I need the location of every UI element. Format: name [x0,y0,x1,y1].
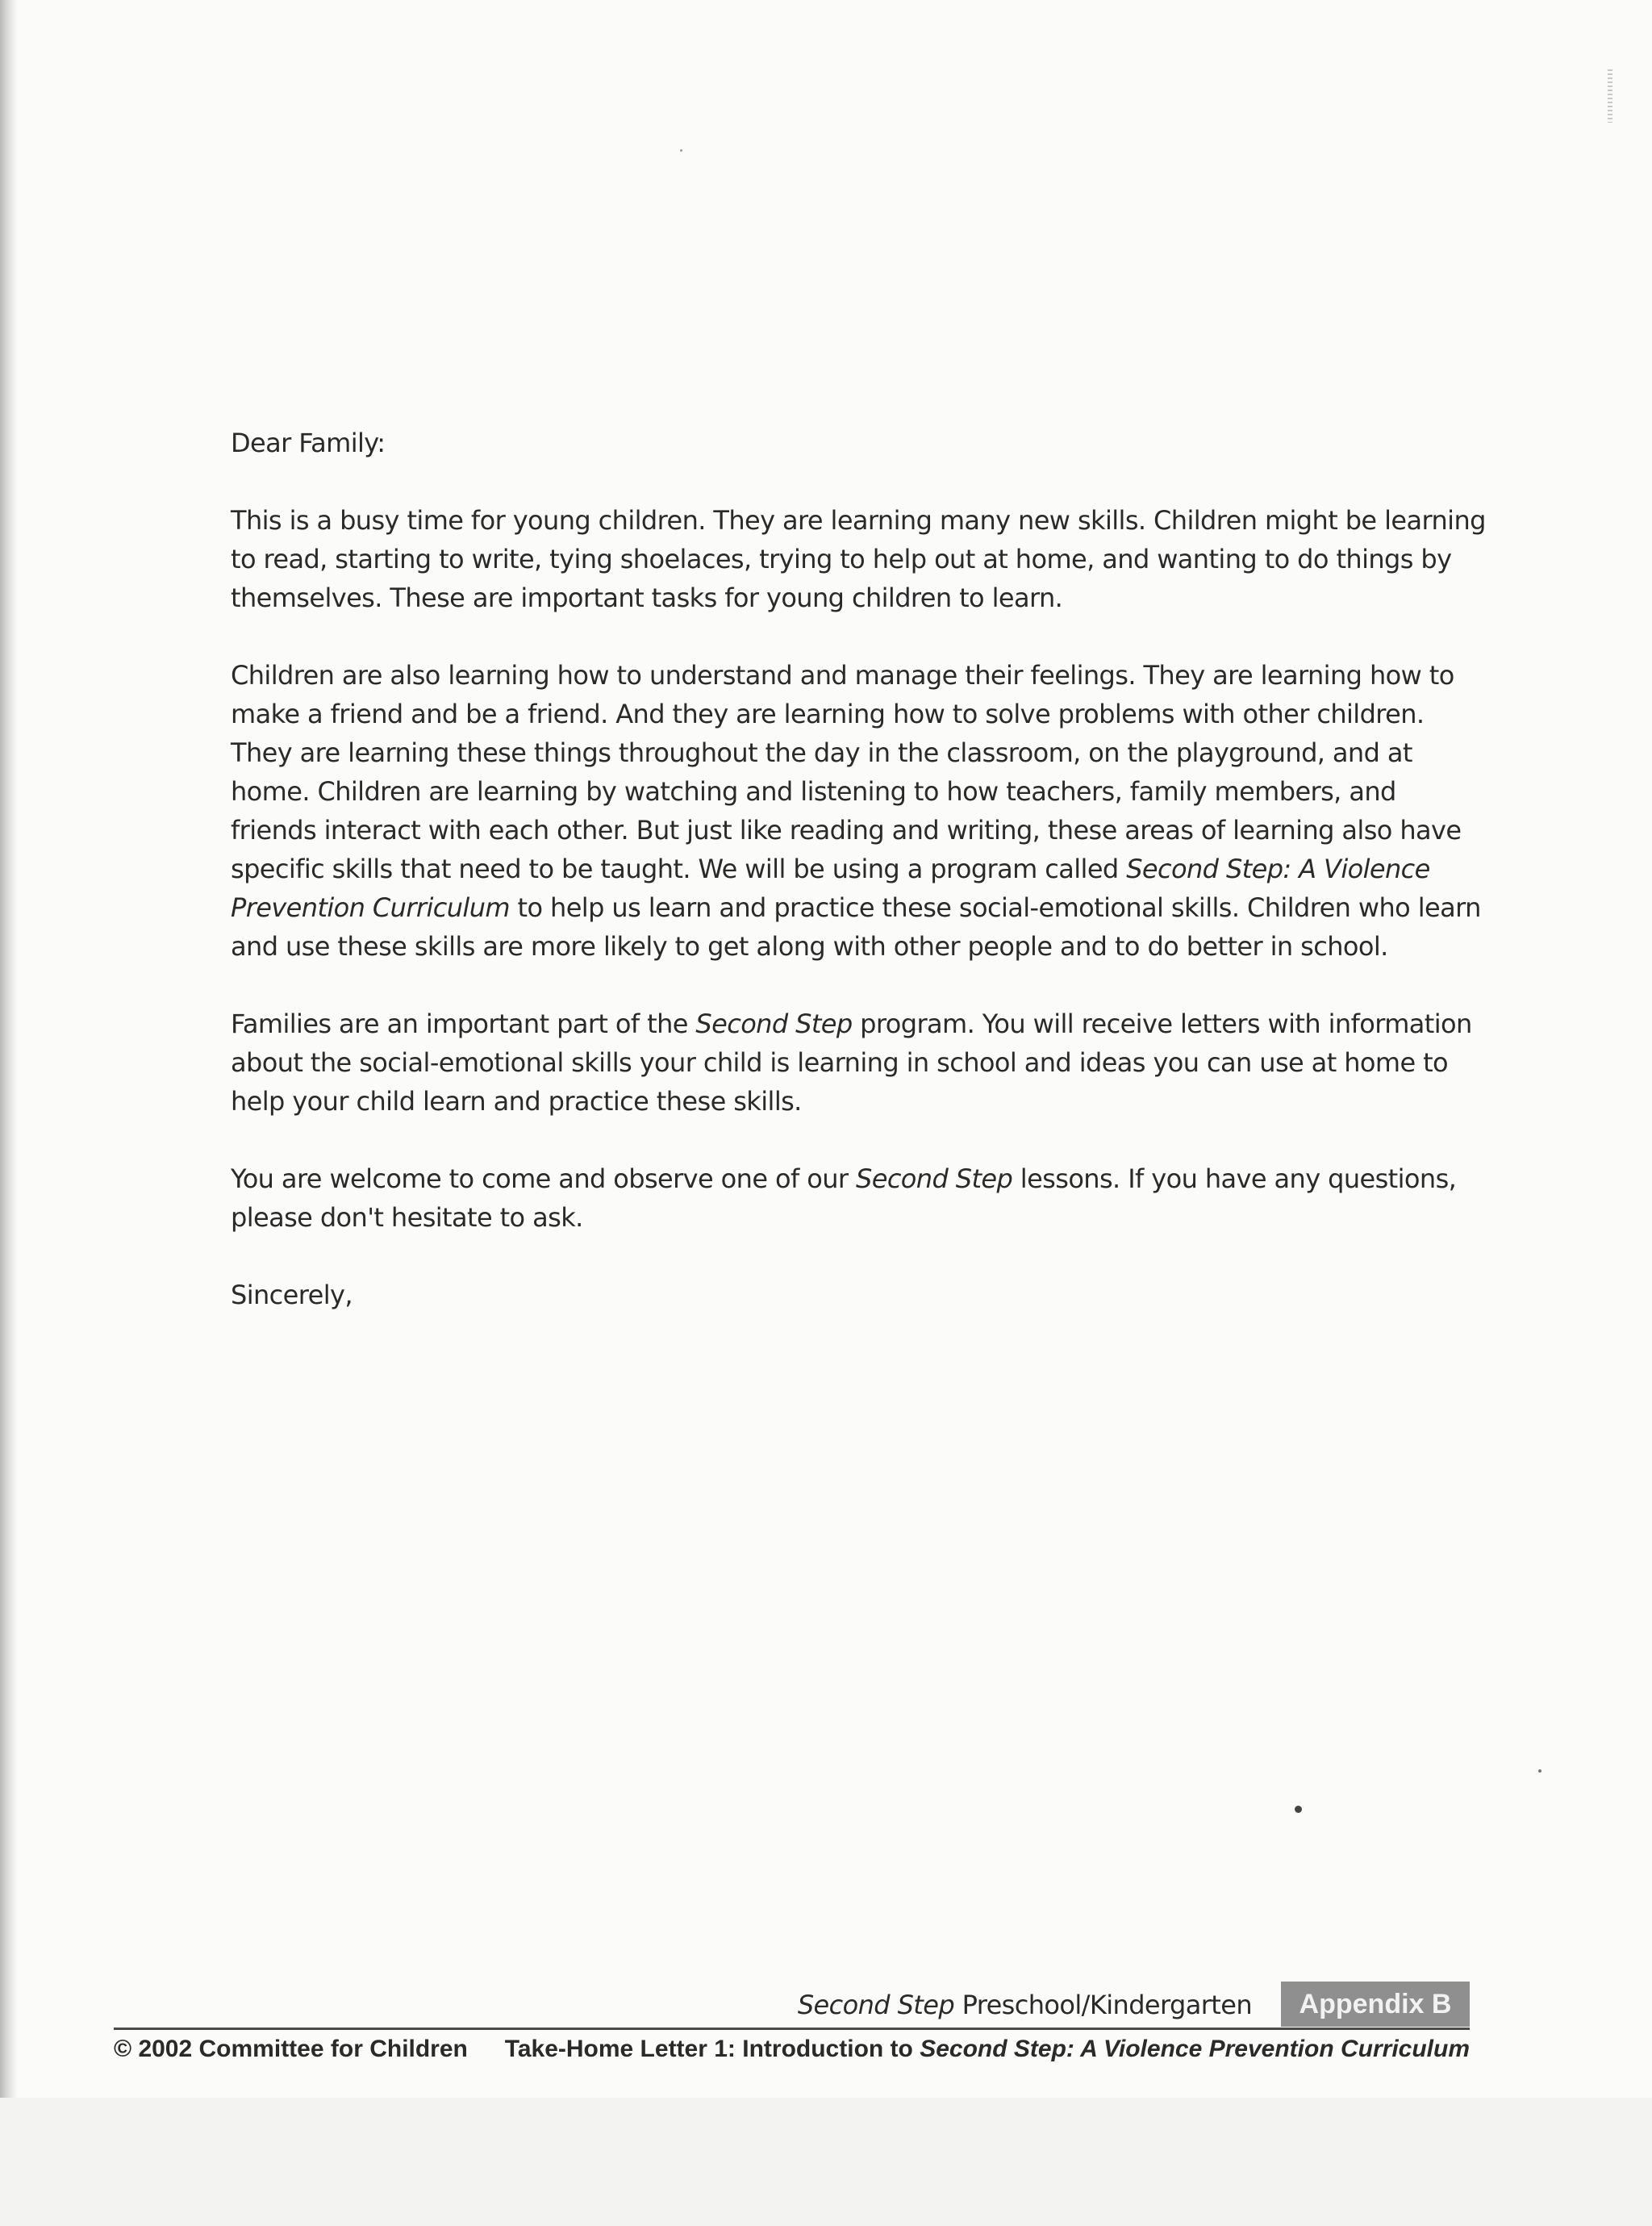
letter-paragraph-2: Children are also learning how to understand and manage their feelings. They are learning how to make a friend and be a friend. And they are learning how to solve problems with other children. They are learning these things throughout the day in the classroom, on the playground, and at home. Children are learning by watching and listening to how teachers, family members, and friends interact with each other. But just like reading and writing, these areas of learning also have specific skills that need to be taught. We will be using a program called Second Step: A Violence Prevention Curriculum to help us learn and practice these social-emotional skills. Children who learn and use these skills are more likely to get along with other people and to do better in school. [231,660,1481,962]
footer-divider [114,2028,1470,2030]
letter-paragraph-1: This is a busy time for young children. They are learning many new skills. Children might be learning to read, starting to write, tying shoelaces, trying to help out at home, and wanting to do things by themselves. These are important tasks for young children to learn. [231,505,1486,613]
scan-artifact-mark [1608,69,1612,123]
letter-closing: Sincerely, [231,1280,353,1310]
footer-copyright: © 2002 Committee for Children [114,2036,468,2062]
letter-paragraph-3: Families are an important part of the Second Step program. You will receive letters with information about the social-emotional skills your child is learning in school and ideas you can use at home to help your child learn and practice these skills. [231,1009,1472,1117]
footer-program-name: Second Step Preschool/Kindergarten [797,1990,1252,2020]
scan-speck [1295,1806,1302,1813]
footer-program-line [0,1985,1470,2028]
scan-edge-shadow [0,0,18,2098]
scan-speck [680,149,682,152]
letter-salutation: Dear Family: [231,428,386,458]
letter-paragraph-4: You are welcome to come and observe one of our Second Step lessons. If you have any questions, please don't hesitate to ask. [231,1163,1457,1233]
footer-letter-title: Take-Home Letter 1: Introduction to Second Step: A Violence Prevention Curriculum [504,2036,1470,2062]
letter-body [231,424,1489,1353]
scan-speck [1538,1769,1541,1773]
appendix-badge: Appendix B [1281,1982,1470,2027]
